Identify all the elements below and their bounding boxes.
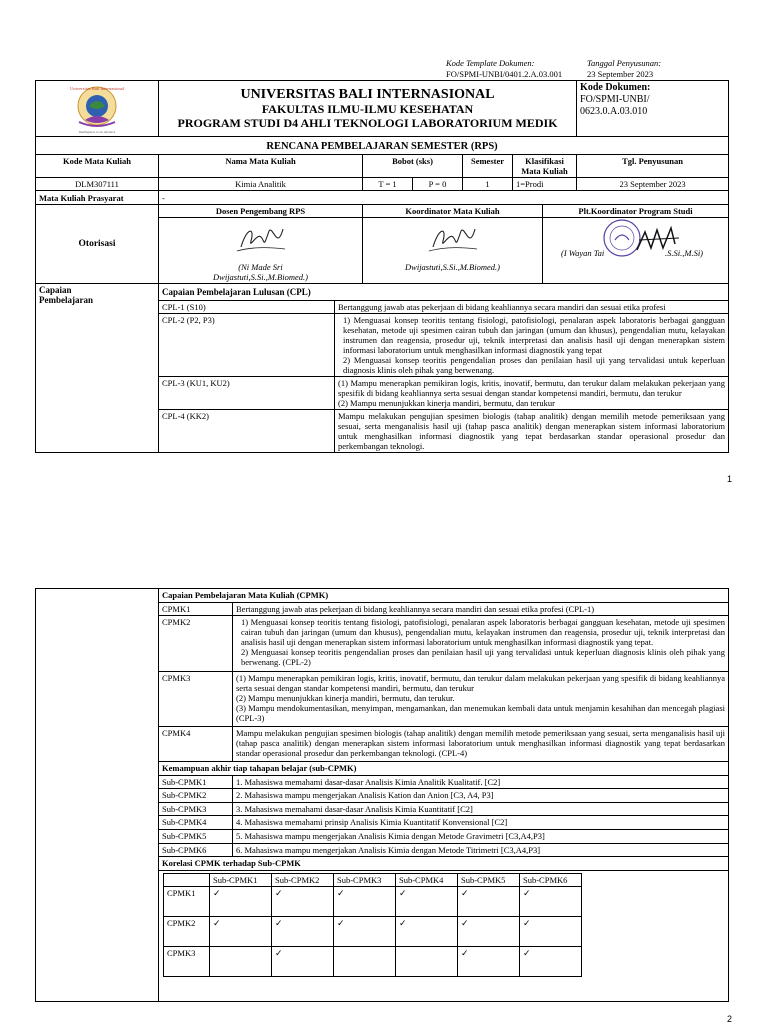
left-blank-cell: [36, 589, 159, 1002]
sub-cpmk-text: 1. Mahasiswa memahami dasar-dasar Analisis Kimia Analitik Kualitatif. [C2]: [233, 775, 729, 789]
col-weight: Bobot (sks): [363, 155, 463, 178]
cpmk-text: [233, 616, 729, 672]
check-icon: ✓: [458, 887, 520, 917]
col-course-name: Nama Mata Kuliah: [159, 155, 363, 178]
col-classification: Klasifikasi Mata Kuliah: [513, 155, 577, 178]
developer-signature-icon: [233, 220, 289, 260]
cpmk-item: (1) Mampu menerapkan pemikiran logis, kritis, inovatif, bermutu, dan terukur dalam melakukan pekerjaan yang spesifik di bidang keahliannya serta sesuai dengan standar kompetensi mandiri, bermutu, dan terukur: [236, 672, 725, 693]
doc-code-label: Kode Dokumen:: [580, 82, 651, 93]
developer-name-1: (Ni Made Sri: [238, 262, 283, 272]
cpl-item: (2) Mampu menunjukkan kinerja mandiri, bermutu, dan terukur: [338, 398, 555, 408]
doc-code-line1: FO/SPMI-UNBI/: [580, 94, 650, 105]
plt-header: Plt.Koordinator Program Studi: [543, 205, 729, 218]
sub-cpmk-code: Sub-CPMK1: [159, 775, 233, 789]
check-icon: ✓: [520, 887, 582, 917]
cpmk-item: (3) Mampu mendokumentasikan, menyimpan, mengamankan, dan menemukan kembali data untuk menjamin kesahihan dan mencegah plagiasi (CPL-3): [236, 702, 725, 723]
correlation-cell: [159, 871, 729, 1002]
university-name: UNIVERSITAS BALI INTERNASIONAL: [240, 87, 495, 102]
course-code: DLM307111: [36, 178, 159, 191]
authorization-label: Otorisasi: [36, 205, 159, 284]
cpmk-code: CPMK1: [159, 602, 233, 616]
cpl-item: 1) Menguasai konsep teoritis tentang fisiologi, patofisiologi, penalaran aspek laboratoris berbagai gangguan kesehatan, metode uji spesimen cairan tubuh dan jaringan (umum dan khusus), pengendalian mutu, kelayakan instrumen dan reagensia, prosedur uji, teknik interpretasi dan analisis hasil uji dengan menerapkan sistem informasi laboratorium untuk menghasilkan informasi diagnostik yang tepat: [343, 315, 726, 355]
page-number-1: 1: [727, 474, 733, 484]
sub-cpmk-code: Sub-CPMK2: [159, 789, 233, 803]
check-icon: [334, 947, 396, 977]
date-label: Tanggal Penyusunan:: [587, 58, 662, 68]
check-icon: ✓: [458, 917, 520, 947]
check-icon: ✓: [396, 917, 458, 947]
sub-cpmk-text: 4. Mahasiswa memahami prinsip Analisis Kimia Kuantitatif Konvensional [C2]: [233, 816, 729, 830]
correlation-table: [163, 873, 582, 977]
date-value: 23 September 2023: [587, 69, 654, 79]
corr-header: Sub-CPMK6: [520, 874, 582, 887]
plt-name-right: .S.Si.,M.Si): [665, 248, 704, 258]
university-logo-icon: [65, 82, 129, 134]
corr-row-label: CPMK2: [164, 917, 210, 947]
developer-name-2: Dwijastuti,S.Si.,M.Biomed.): [213, 272, 308, 282]
prereq-value: -: [159, 191, 729, 205]
corr-header: Sub-CPMK1: [210, 874, 272, 887]
check-icon: ✓: [520, 947, 582, 977]
cpl-title: Capaian Pembelajaran Lulusan (CPL): [159, 284, 729, 301]
correlation-title: Korelasi CPMK terhadap Sub-CPMK: [159, 857, 729, 871]
corr-header: Sub-CPMK2: [272, 874, 334, 887]
cpmk-code: CPMK3: [159, 671, 233, 727]
logo-cell: [36, 81, 159, 137]
cpl-text: Bertanggung jawab atas pekerjaan di bidang keahliannya secara mandiri dan sesuai etika profesi: [335, 301, 729, 314]
page-number-2: 2: [727, 1014, 733, 1024]
cpl-text: [335, 314, 729, 377]
sub-cpmk-title: Kemampuan akhir tiap tahapan belajar (sub-CPMK): [159, 761, 729, 775]
corr-header: Sub-CPMK3: [334, 874, 396, 887]
achievement-label-2: Pembelajaran: [39, 295, 93, 305]
check-icon: ✓: [458, 947, 520, 977]
cpl-code: CPL-2 (P2, P3): [159, 314, 335, 377]
check-icon: [396, 947, 458, 977]
coordinator-signature-icon: [425, 220, 481, 260]
check-icon: ✓: [272, 947, 334, 977]
check-icon: ✓: [396, 887, 458, 917]
template-code-value: FO/SPMI-UNBI/0401.2.A.03.001: [446, 69, 563, 79]
identity-table: [35, 80, 729, 453]
corr-corner: [164, 874, 210, 887]
coordinator-header: Koordinator Mata Kuliah: [363, 205, 543, 218]
course-classification: 1=Prodi: [513, 178, 577, 191]
check-icon: ✓: [272, 887, 334, 917]
col-course-code: Kode Mata Kuliah: [36, 155, 159, 178]
cpmk-item: 2) Menguasai konsep teoritis pengendalian proses dan penilaian hasil uji yang tervalidasi untuk keperluan diagnosis klinis oleh pihak yang berwenang. (CPL-2): [241, 647, 725, 668]
rps-title: RENCANA PEMBELAJARAN SEMESTER (RPS): [36, 137, 729, 155]
course-p: P = 0: [413, 178, 463, 191]
doc-code-cell: [577, 81, 729, 137]
doc-code-line2: 0623.0.A.03.010: [580, 106, 648, 117]
cpl-item: 2) Menguasai konsep teoritis pengendalian proses dan penilaian hasil uji yang tervalidasi untuk keperluan diagnosis klinis oleh pihak yang berwenang.: [343, 355, 726, 375]
logo-ring-text: Universitas Bali Internasional: [70, 85, 124, 91]
cpl-item: (1) Mampu menerapkan pemikiran logis, kritis, inovatif, bermutu, dan terukur dalam melakukan pekerjaan yang spesifik di bidang keahliannya serta sesuai dengan standar kompetensi mandiri, bermutu, dan terukur: [338, 378, 726, 398]
cpl-text: Mampu melakukan pengujian spesimen biologis (tahap analitik) dengan memilih metode pemeriksaan yang sesuai, serta menganalisis hasil uji (tahap pasca analitik) dengan menerapkan sistem informasi laboratorium untuk menghasilkan informasi diagnostik yang tepat berdasarkan standar operasional prosedur dan perkembangan teknologi.: [335, 410, 729, 453]
col-date: Tgl. Penyusunan: [577, 155, 729, 178]
check-icon: ✓: [334, 887, 396, 917]
cpmk-table: [35, 588, 729, 1002]
cpl-code: CPL-3 (KU1, KU2): [159, 377, 335, 410]
coordinator-signature-cell: [363, 218, 543, 284]
logo-motto: Intelligence to be advance: [78, 129, 116, 134]
institution-cell: [159, 81, 577, 137]
cpmk-code: CPMK4: [159, 727, 233, 762]
cpmk-item: (2) Mampu menunjukkan kinerja mandiri, bermutu, dan terukur.: [236, 692, 455, 703]
coordinator-name: Dwijastuti,S.Si.,M.Biomed.): [405, 262, 500, 272]
sub-cpmk-code: Sub-CPMK5: [159, 830, 233, 844]
cpl-text: [335, 377, 729, 410]
corr-header: Sub-CPMK5: [458, 874, 520, 887]
cpmk-text: [233, 671, 729, 727]
sub-cpmk-code: Sub-CPMK6: [159, 843, 233, 857]
check-icon: ✓: [210, 917, 272, 947]
corr-row-label: CPMK3: [164, 947, 210, 977]
corr-row-label: CPMK1: [164, 887, 210, 917]
developer-signature-cell: [159, 218, 363, 284]
cpmk-title: Capaian Pembelajaran Mata Kuliah (CPMK): [159, 589, 729, 603]
sub-cpmk-text: 2. Mahasiswa mampu mengerjakan Analisis Kation dan Anion [C3, A4, P3]: [233, 789, 729, 803]
cpl-code: CPL-1 (S10): [159, 301, 335, 314]
plt-name-left: (I Wayan Tai: [561, 248, 605, 258]
developer-header: Dosen Pengembang RPS: [159, 205, 363, 218]
cpmk-text: Bertanggung jawab atas pekerjaan di bidang keahliannya secara mandiri dan sesuai etika profesi (CPL-1): [233, 602, 729, 616]
course-t: T = 1: [363, 178, 413, 191]
check-icon: ✓: [272, 917, 334, 947]
cpmk-item: 1) Menguasai konsep teoritis tentang fisiologi, patofisiologi, penalaran aspek laboratoris berbagai gangguan kesehatan, metode uji spesimen cairan tubuh dan jaringan (umum dan khusus), pengendalian mutu, kelayakan instrumen dan reagensia, prosedur uji, teknik interpretasi dan analisis hasil uji dengan menerapkan sistem informasi laboratorium untuk menghasilkan informasi diagnostik yang tepat.: [241, 617, 725, 648]
course-date: 23 September 2023: [577, 178, 729, 191]
col-semester: Semester: [463, 155, 513, 178]
achievement-label-cell: [36, 284, 159, 453]
corr-header: Sub-CPMK4: [396, 874, 458, 887]
sub-cpmk-code: Sub-CPMK4: [159, 816, 233, 830]
cpl-code: CPL-4 (KK2): [159, 410, 335, 453]
check-icon: ✓: [210, 887, 272, 917]
sub-cpmk-text: 5. Mahasiswa mampu mengerjakan Analisis Kimia dengan Metode Gravimetri [C3,A4,P3]: [233, 830, 729, 844]
rps-page-2: [35, 588, 728, 1002]
course-semester: 1: [463, 178, 513, 191]
check-icon: ✓: [520, 917, 582, 947]
check-icon: [210, 947, 272, 977]
sub-cpmk-text: 3. Mahasiswa memahami dasar-dasar Analisis Kimia Kuantitatif [C2]: [233, 802, 729, 816]
prereq-label: Mata Kuliah Prasyarat: [36, 191, 159, 205]
course-name: Kimia Analitik: [159, 178, 363, 191]
achievement-label-1: Capaian: [39, 285, 72, 295]
template-code-label: Kode Template Dokumen:: [446, 58, 535, 68]
cpmk-text: Mampu melakukan pengujian spesimen biologis (tahap analitik) dengan memilih metode pemeriksaan yang sesuai, serta menganalisis hasil uji (tahap pasca analitik) dengan menerapkan sistem informasi laboratorium untuk menghasilkan informasi diagnostik yang tepat berdasarkan standar operasional prosedur dan perkembangan teknologi. (CPL-4): [233, 727, 729, 762]
rps-page-1: [35, 80, 728, 453]
cpmk-code: CPMK2: [159, 616, 233, 672]
faculty-name: FAKULTAS ILMU-ILMU KESEHATAN: [261, 102, 474, 116]
sub-cpmk-text: 6. Mahasiswa mampu mengerjakan Analisis Kimia dengan Metode Titrimetri [C3,A4,P3]: [233, 843, 729, 857]
sub-cpmk-code: Sub-CPMK3: [159, 802, 233, 816]
plt-signature-cell: [543, 218, 729, 284]
program-name: PROGRAM STUDI D4 AHLI TEKNOLOGI LABORATORIUM MEDIK: [177, 116, 558, 130]
check-icon: ✓: [334, 917, 396, 947]
